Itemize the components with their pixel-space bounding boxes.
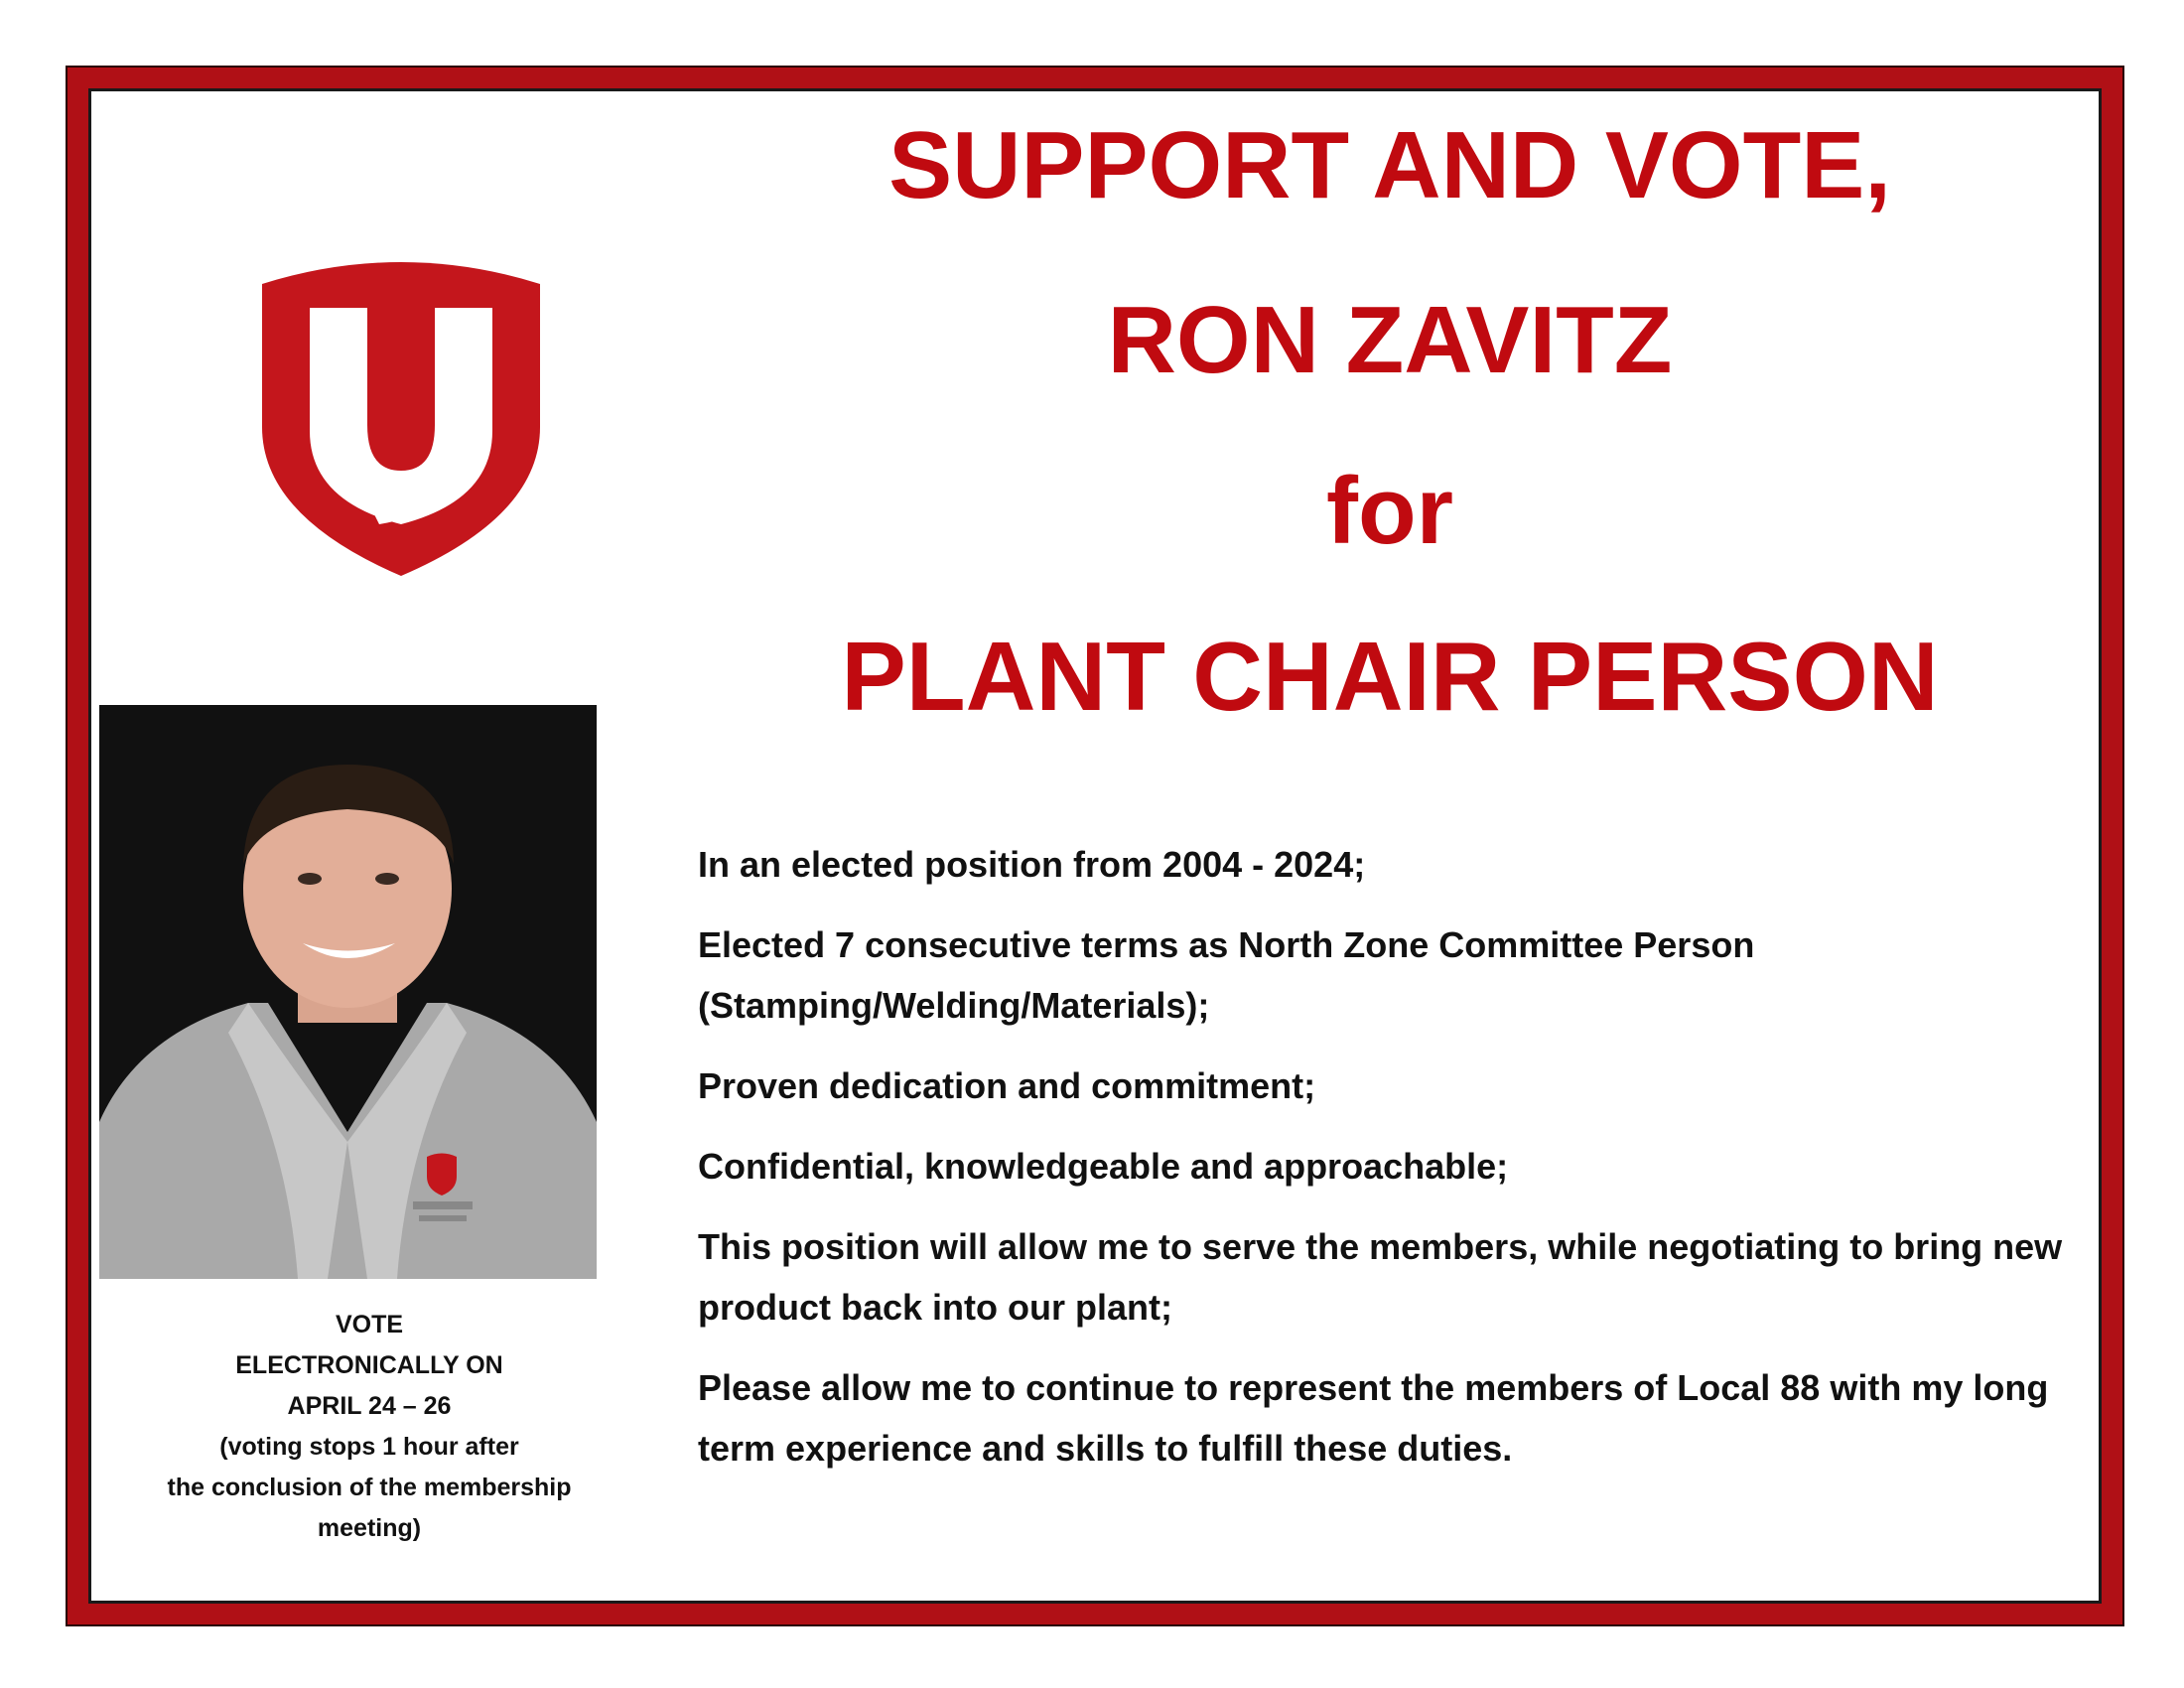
caption-line: (voting stops 1 hour after xyxy=(219,1433,519,1461)
platform-item: In an elected position from 2004 - 2024; xyxy=(698,844,1366,885)
voting-caption xyxy=(129,1305,610,1549)
caption-line: the conclusion of the membership xyxy=(167,1474,572,1501)
platform-item: Please allow me to continue to represent the members of Local 88 with my long term experience and skills to fulfill these duties. xyxy=(698,1367,2049,1469)
headline-support-and-vote: SUPPORT AND VOTE, xyxy=(888,112,1891,218)
platform-item: Proven dedication and commitment; xyxy=(698,1065,1316,1106)
platform-item: This position will allow me to serve the members, while negotiating to bring new product back into our plant; xyxy=(698,1226,2063,1328)
caption-line: ELECTRONICALLY ON xyxy=(235,1351,503,1379)
headline-for: for xyxy=(1326,458,1453,564)
headline-candidate-name: RON ZAVITZ xyxy=(1107,287,1673,393)
platform-item: Confidential, knowledgeable and approachable; xyxy=(698,1146,1509,1187)
unifor-logo-icon xyxy=(252,250,550,578)
platform-list xyxy=(698,834,2088,1498)
caption-line: APRIL 24 – 26 xyxy=(287,1392,452,1420)
candidate-photo xyxy=(99,705,597,1279)
headline-position: PLANT CHAIR PERSON xyxy=(841,622,1939,731)
platform-item: Elected 7 consecutive terms as North Zone Committee Person (Stamping/Welding/Materials); xyxy=(698,924,1755,1026)
caption-line: VOTE xyxy=(335,1311,404,1338)
caption-line: meeting) xyxy=(317,1514,422,1542)
